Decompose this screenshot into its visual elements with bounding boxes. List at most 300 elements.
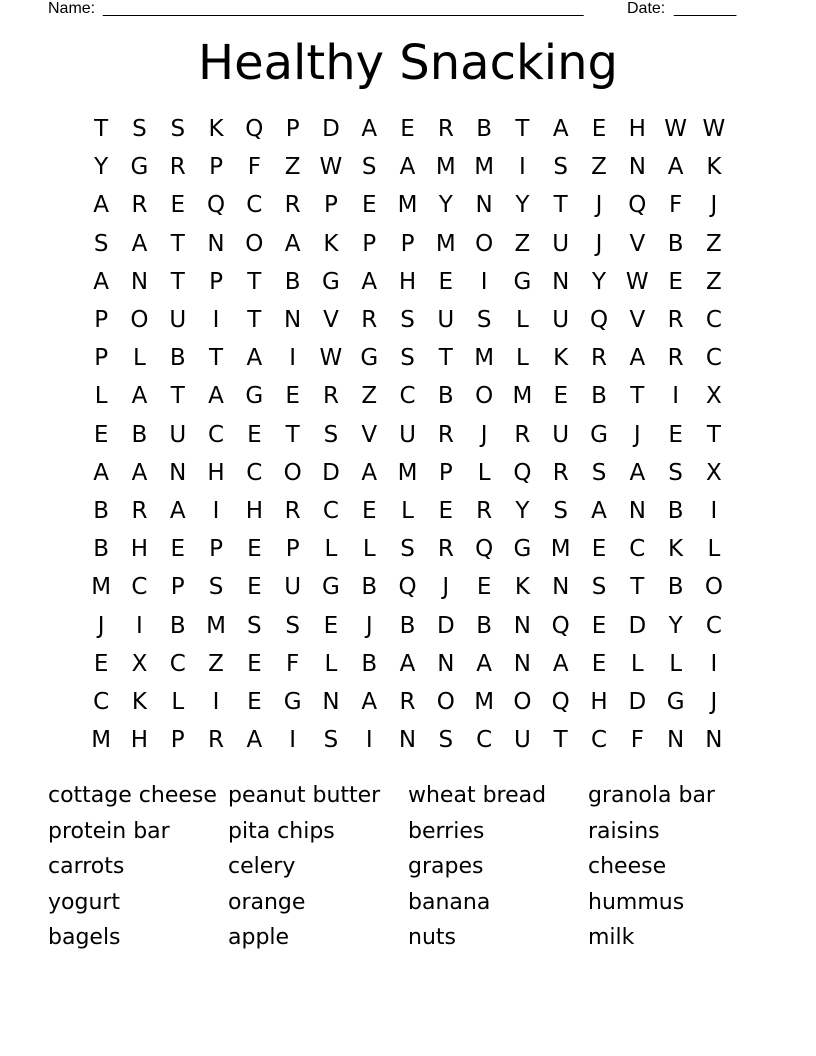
grid-letter: E	[285, 383, 300, 410]
grid-letter: L	[94, 383, 108, 410]
grid-letter: E	[591, 536, 607, 563]
grid-letter: D	[322, 116, 340, 143]
grid-letter: H	[590, 688, 608, 715]
grid-letter: R	[131, 497, 148, 524]
grid-letter: X	[706, 383, 722, 410]
word-list-item: cottage cheese	[48, 783, 217, 808]
grid-letter: R	[208, 727, 225, 754]
grid-letter: M	[512, 383, 533, 410]
grid-letter: X	[706, 459, 722, 486]
grid-letter: N	[513, 650, 532, 677]
grid-letter: N	[552, 574, 570, 601]
grid-letter: L	[362, 536, 376, 563]
grid-letter: T	[170, 268, 185, 295]
grid-letter: S	[591, 459, 607, 486]
grid-letter: S	[170, 116, 186, 143]
grid-letter: S	[400, 345, 415, 372]
grid-letter: K	[208, 116, 224, 143]
grid-letter: A	[361, 268, 378, 295]
grid-letter: A	[246, 727, 263, 754]
grid-letter: Y	[94, 154, 109, 181]
grid-letter: W	[319, 345, 343, 372]
grid-letter: T	[515, 116, 530, 143]
page-title: Healthy Snacking	[198, 35, 618, 91]
grid-row	[82, 225, 734, 263]
grid-letter: E	[553, 383, 568, 410]
grid-letter: E	[668, 268, 683, 295]
grid-letter: N	[705, 727, 723, 754]
grid-letter: Y	[668, 612, 683, 639]
name-field-line: ______________________________________________________	[103, 0, 584, 17]
word-list-item: protein bar	[48, 818, 170, 844]
grid-letter: E	[438, 497, 454, 524]
grid-letter: S	[247, 612, 262, 639]
grid-letter: J	[595, 192, 603, 219]
grid-letter: R	[514, 421, 531, 448]
grid-letter: A	[93, 268, 110, 295]
grid-letter: Z	[514, 230, 531, 257]
grid-letter: G	[322, 268, 340, 295]
grid-letter: I	[289, 727, 297, 754]
grid-letter: N	[513, 612, 532, 639]
header	[48, 0, 740, 20]
word-list-item: nuts	[408, 925, 456, 951]
grid-letter: D	[628, 612, 647, 639]
grid-letter: R	[361, 307, 378, 334]
grid-letter: B	[399, 612, 416, 639]
grid-letter: D	[322, 459, 340, 486]
grid-letter: G	[130, 154, 149, 181]
grid-letter: L	[324, 536, 338, 563]
grid-letter: B	[169, 612, 186, 639]
grid-letter: P	[323, 192, 338, 219]
grid-row	[82, 110, 734, 148]
grid-letter: O	[475, 230, 494, 257]
word-list-item: yogurt	[48, 889, 121, 915]
grid-letter: Z	[706, 268, 722, 295]
grid-letter: M	[474, 345, 495, 372]
grid-letter: P	[94, 307, 109, 334]
grid-letter: I	[672, 383, 679, 410]
grid-row	[82, 721, 734, 759]
grid-letter: J	[710, 192, 718, 219]
grid-letter: E	[591, 612, 607, 639]
grid-letter: E	[247, 650, 262, 677]
grid-letter: D	[628, 688, 647, 715]
grid-letter: W	[664, 116, 687, 143]
grid-letter: J	[442, 574, 450, 601]
grid-row	[82, 568, 734, 606]
grid-letter: R	[322, 383, 339, 410]
grid-letter: R	[169, 154, 186, 181]
grid-row	[82, 263, 734, 301]
grid-letter: B	[169, 345, 186, 372]
grid-letter: P	[94, 345, 109, 372]
grid-letter: B	[667, 230, 684, 257]
grid-letter: S	[323, 421, 339, 448]
grid-letter: H	[207, 459, 225, 486]
grid-letter: Y	[438, 192, 453, 219]
grid-letter: M	[550, 536, 571, 563]
grid-letter: E	[170, 192, 186, 219]
grid-letter: N	[169, 459, 187, 486]
grid-letter: B	[93, 497, 110, 524]
grid-letter: G	[513, 536, 532, 563]
grid-letter: Q	[245, 116, 264, 143]
grid-letter: L	[516, 345, 529, 372]
grid-letter: V	[323, 307, 339, 334]
grid-row	[82, 645, 734, 683]
grid-letter: C	[705, 307, 722, 334]
grid-letter: L	[707, 536, 721, 563]
grid-letter: T	[247, 307, 262, 334]
letter-grid	[82, 110, 734, 759]
grid-letter: A	[629, 459, 646, 486]
word-list-item: granola bar	[588, 783, 715, 808]
grid-letter: A	[552, 116, 569, 143]
grid-letter: O	[475, 383, 494, 410]
grid-letter: I	[289, 345, 297, 372]
word-list-item: raisins	[588, 818, 660, 844]
grid-letter: E	[361, 497, 377, 524]
grid-letter: Z	[361, 383, 378, 410]
grid-letter: U	[169, 307, 187, 334]
grid-letter: B	[361, 650, 378, 677]
grid-letter: C	[93, 688, 110, 715]
grid-row	[82, 492, 734, 530]
grid-letter: G	[360, 345, 379, 372]
grid-letter: Q	[398, 574, 417, 601]
grid-letter: A	[93, 459, 110, 486]
grid-letter: C	[590, 727, 608, 754]
grid-letter: M	[435, 154, 456, 181]
grid-row	[82, 301, 734, 339]
grid-letter: G	[245, 383, 264, 410]
grid-letter: R	[591, 345, 607, 372]
grid-letter: N	[398, 727, 417, 754]
grid-letter: O	[245, 230, 264, 257]
grid-letter: F	[630, 727, 644, 754]
grid-letter: B	[361, 574, 378, 601]
grid-letter: N	[322, 688, 340, 715]
grid-letter: A	[131, 459, 148, 486]
grid-letter: I	[710, 650, 718, 677]
grid-letter: E	[247, 688, 262, 715]
grid-letter: R	[437, 536, 454, 563]
grid-letter: T	[94, 116, 109, 143]
grid-letter: C	[131, 574, 148, 601]
grid-letter: M	[397, 459, 418, 486]
grid-letter: S	[553, 497, 569, 524]
grid-letter: R	[667, 345, 684, 372]
grid-letter: H	[398, 268, 417, 295]
grid-letter: E	[323, 612, 339, 639]
grid-letter: A	[93, 192, 110, 219]
word-list-item: hummus	[588, 889, 685, 915]
grid-letter: I	[365, 727, 373, 754]
grid-letter: V	[629, 230, 646, 257]
grid-letter: A	[131, 230, 148, 257]
grid-letter: T	[630, 574, 645, 601]
grid-letter: U	[552, 421, 570, 448]
grid-letter: S	[323, 727, 339, 754]
grid-letter: J	[480, 421, 488, 448]
grid-letter: L	[401, 497, 414, 524]
grid-letter: E	[93, 650, 109, 677]
grid-letter: D	[436, 612, 455, 639]
word-list-item: bagels	[48, 925, 121, 951]
grid-letter: A	[284, 230, 301, 257]
grid-letter: I	[212, 688, 220, 715]
grid-letter: T	[706, 421, 721, 448]
grid-letter: W	[702, 116, 726, 143]
grid-letter: R	[399, 688, 416, 715]
grid-letter: U	[552, 307, 570, 334]
grid-letter: P	[170, 727, 185, 754]
grid-letter: G	[283, 688, 302, 715]
grid-letter: E	[591, 650, 607, 677]
grid-letter: R	[476, 497, 493, 524]
grid-letter: H	[130, 727, 149, 754]
grid-letter: P	[400, 230, 415, 257]
grid-letter: N	[207, 230, 225, 257]
grid-letter: A	[246, 345, 263, 372]
grid-row	[82, 454, 734, 492]
grid-letter: U	[169, 421, 187, 448]
grid-letter: T	[553, 192, 568, 219]
word-list-item: carrots	[48, 854, 125, 880]
grid-letter: K	[706, 154, 722, 181]
grid-letter: M	[474, 154, 495, 181]
grid-letter: T	[285, 421, 300, 448]
grid-letter: B	[284, 268, 301, 295]
grid-letter: Y	[591, 268, 607, 295]
grid-letter: K	[514, 574, 530, 601]
grid-letter: O	[704, 574, 723, 601]
grid-letter: N	[437, 650, 455, 677]
grid-letter: E	[247, 574, 262, 601]
grid-letter: K	[131, 688, 147, 715]
grid-letter: E	[170, 536, 186, 563]
grid-letter: I	[212, 497, 220, 524]
grid-letter: P	[170, 574, 185, 601]
grid-letter: O	[283, 459, 302, 486]
grid-letter: Q	[551, 612, 570, 639]
grid-letter: S	[591, 574, 607, 601]
grid-letter: R	[552, 459, 569, 486]
grid-letter: C	[705, 345, 722, 372]
grid-letter: O	[436, 688, 455, 715]
word-list-item: milk	[588, 925, 635, 951]
word-list-item: banana	[408, 889, 491, 915]
grid-letter: E	[93, 421, 109, 448]
grid-letter: C	[169, 650, 186, 677]
word-list-item: grapes	[408, 854, 484, 880]
grid-letter: T	[630, 383, 645, 410]
grid-letter: Y	[515, 497, 530, 524]
grid-letter: O	[130, 307, 149, 334]
grid-letter: A	[629, 345, 646, 372]
grid-letter: S	[361, 154, 377, 181]
grid-letter: A	[361, 459, 378, 486]
grid-letter: E	[438, 268, 454, 295]
grid-letter: C	[399, 383, 416, 410]
grid-letter: T	[170, 383, 185, 410]
grid-letter: C	[246, 459, 263, 486]
grid-letter: P	[285, 536, 300, 563]
grid-letter: B	[476, 116, 492, 143]
grid-letter: T	[553, 727, 568, 754]
grid-letter: R	[284, 497, 301, 524]
grid-letter: K	[668, 536, 684, 563]
grid-row	[82, 186, 734, 224]
grid-row	[82, 416, 734, 454]
grid-letter: C	[629, 536, 646, 563]
grid-letter: N	[666, 727, 685, 754]
grid-letter: B	[131, 421, 148, 448]
grid-letter: E	[247, 421, 262, 448]
grid-letter: A	[131, 383, 148, 410]
grid-letter: N	[552, 268, 570, 295]
grid-letter: Z	[208, 650, 224, 677]
grid-row	[82, 530, 734, 568]
grid-letter: A	[399, 650, 416, 677]
word-list-item: pita chips	[228, 818, 335, 844]
grid-letter: T	[247, 268, 262, 295]
word-list-item: peanut butter	[228, 783, 381, 808]
grid-letter: G	[666, 688, 685, 715]
grid-letter: K	[323, 230, 339, 257]
grid-letter: C	[705, 612, 722, 639]
grid-letter: B	[667, 574, 684, 601]
grid-letter: N	[284, 307, 302, 334]
grid-letter: E	[591, 116, 607, 143]
grid-letter: Q	[628, 192, 647, 219]
grid-letter: Q	[475, 536, 494, 563]
grid-letter: P	[209, 154, 223, 181]
grid-letter: W	[625, 268, 649, 295]
grid-letter: N	[130, 268, 149, 295]
grid-letter: A	[361, 116, 378, 143]
grid-letter: I	[710, 497, 718, 524]
grid-letter: F	[247, 154, 261, 181]
grid-letter: U	[284, 574, 302, 601]
word-list-item: celery	[228, 854, 296, 880]
grid-letter: R	[131, 192, 148, 219]
word-list-item: apple	[228, 925, 290, 951]
grid-letter: E	[400, 116, 415, 143]
grid-letter: Q	[513, 459, 532, 486]
grid-letter: P	[438, 459, 453, 486]
grid-letter: A	[399, 154, 416, 181]
grid-letter: A	[169, 497, 186, 524]
grid-letter: V	[629, 307, 646, 334]
grid-row	[82, 683, 734, 721]
grid-letter: L	[477, 459, 491, 486]
grid-letter: R	[284, 192, 301, 219]
grid-letter: J	[633, 421, 641, 448]
grid-letter: P	[285, 116, 300, 143]
grid-letter: B	[437, 383, 454, 410]
grid-letter: W	[319, 154, 343, 181]
grid-row	[82, 148, 734, 186]
grid-letter: S	[668, 459, 683, 486]
grid-letter: B	[591, 383, 607, 410]
word-list-item: berries	[408, 818, 485, 844]
grid-letter: N	[475, 192, 493, 219]
grid-letter: E	[476, 574, 492, 601]
grid-letter: A	[552, 650, 569, 677]
grid-letter: J	[710, 688, 718, 715]
grid-row	[82, 606, 734, 644]
grid-letter: C	[246, 192, 263, 219]
grid-letter: E	[247, 536, 262, 563]
grid-letter: R	[437, 421, 454, 448]
grid-letter: M	[206, 612, 226, 639]
grid-letter: N	[628, 497, 646, 524]
grid-letter: L	[630, 650, 644, 677]
grid-row	[82, 339, 734, 377]
grid-letter: L	[516, 307, 529, 334]
grid-letter: I	[212, 307, 220, 334]
grid-letter: S	[93, 230, 109, 257]
word-list-item: cheese	[588, 854, 667, 880]
grid-letter: A	[476, 650, 492, 677]
grid-letter: R	[437, 116, 454, 143]
word-list-item: wheat bread	[408, 783, 547, 808]
grid-letter: S	[476, 307, 492, 334]
grid-letter: Y	[515, 192, 530, 219]
grid-letter: B	[93, 536, 110, 563]
grid-letter: L	[669, 650, 683, 677]
grid-letter: U	[399, 421, 416, 448]
grid-letter: Q	[589, 307, 609, 334]
grid-letter: H	[628, 116, 646, 143]
grid-letter: S	[132, 116, 147, 143]
grid-letter: I	[136, 612, 143, 639]
grid-letter: G	[322, 574, 340, 601]
grid-letter: Q	[206, 192, 226, 219]
grid-letter: U	[552, 230, 570, 257]
grid-letter: P	[209, 536, 223, 563]
grid-letter: T	[438, 345, 453, 372]
grid-letter: V	[361, 421, 378, 448]
grid-row	[82, 377, 734, 415]
grid-letter: N	[628, 154, 646, 181]
grid-letter: C	[322, 497, 339, 524]
grid-letter: P	[209, 268, 223, 295]
grid-letter: S	[400, 536, 415, 563]
name-label: Name:	[48, 0, 96, 17]
grid-letter: L	[171, 688, 185, 715]
grid-letter: J	[97, 612, 105, 639]
grid-letter: M	[91, 727, 112, 754]
grid-letter: G	[513, 268, 532, 295]
word-list-item: orange	[228, 889, 306, 915]
grid-letter: L	[324, 650, 338, 677]
grid-letter: S	[400, 307, 415, 334]
date-field-line: _______	[674, 0, 737, 17]
date-label: Date:	[627, 0, 666, 17]
grid-letter: B	[667, 497, 684, 524]
grid-letter: C	[476, 727, 493, 754]
grid-letter: X	[131, 650, 148, 677]
grid-letter: J	[595, 230, 603, 257]
grid-letter: M	[91, 574, 112, 601]
grid-letter: S	[285, 612, 300, 639]
grid-letter: I	[480, 268, 488, 295]
grid-letter: Z	[284, 154, 301, 181]
